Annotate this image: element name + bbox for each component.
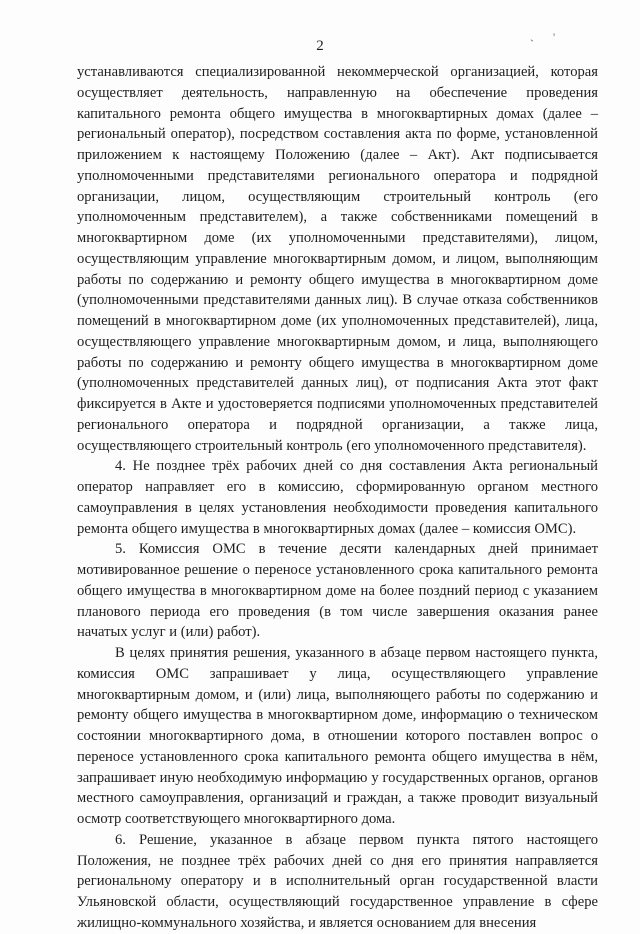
paragraph-continuation: устанавливаются специализированной некоммерческой организацией, которая осуществляет деятельность, направленную на обеспечение проведения капитального ремонта общего имущества в многоквартирных домах (далее – региональный оператор), посредством составления акта по форме, установленной приложением к настоящему Положению (далее – Акт). Акт подписывается уполномоченными представителями регионального оператора и подрядной организации, лицом, осуществляющим строительный контроль (его уполномоченным представителем), а также собственниками помещений в многоквартирном доме (их уполномоченными представителями), лицом, осуществляющим управление многоквартирным домом, и лицом, выполняющим работы по содержанию и ремонту общего имущества в многоквартирном доме (уполномоченными представителями данных лиц). В случае отказа собственников помещений в многоквартирном доме (их уполномоченных представителей), лица, осуществляющего управление многоквартирным домом, и лица, выполняющего работы по содержанию и ремонту общего имущества в многоквартирном доме (уполномоченных представителей данных лиц), от подписания Акта этот факт фиксируется в Акте и удостоверяется подписями уполномоченных представителей регионального оператора и подрядной организации, а также лица, осуществляющего строительный контроль (его уполномоченного представителя). xyxy=(77,64,598,454)
scan-mark: ' xyxy=(553,30,556,44)
page-number: 2 xyxy=(316,38,324,54)
paragraph-item-6: 6. Решение, указанное в абзаце первом пункта пятого настоящего Положения, не позднее трёх рабочих дней со дня его принятия направляется региональному оператору и в исполнительный орган государственной власти Ульяновской области, осуществляющий государственное управление в сфере жилищно-коммунального хозяйства, и является основанием для внесения xyxy=(77,831,598,931)
scan-mark: ˎ xyxy=(530,28,534,42)
paragraph-item-4: 4. Не позднее трёх рабочих дней со дня составления Акта региональный оператор направляет его в комиссию, сформированную органом местного самоуправления в целях установления необходимости проведения капитального ремонта общего имущества в многоквартирных домах (далее – комиссия ОМС). xyxy=(77,458,598,537)
paragraph-item-5: 5. Комиссия ОМС в течение десяти календарных дней принимает мотивированное решение о переносе установленного срока капитального ремонта общего имущества в многоквартирном доме на более поздний период с указанием планового периода его проведения (в том числе завершения оказания ранее начатых услуг и (или) работ). xyxy=(77,541,598,641)
document-body xyxy=(77,62,598,934)
paragraph-item-5-part-2: В целях принятия решения, указанного в абзаце первом настоящего пункта, комиссия ОМС запрашивает у лица, осуществляющего управление многоквартирным домом, и (или) лица, выполняющего работы по содержанию и ремонту общего имущества в многоквартирном доме, информацию о техническом состоянии многоквартирного дома, в отношении которого поставлен вопрос о переносе установленного срока капитального ремонта общего имущества в нём, запрашивает иную необходимую информацию у государственных органов, органов местного самоуправления, организаций и граждан, а также проводит визуальный осмотр соответствующего многоквартирного дома. xyxy=(77,645,598,827)
